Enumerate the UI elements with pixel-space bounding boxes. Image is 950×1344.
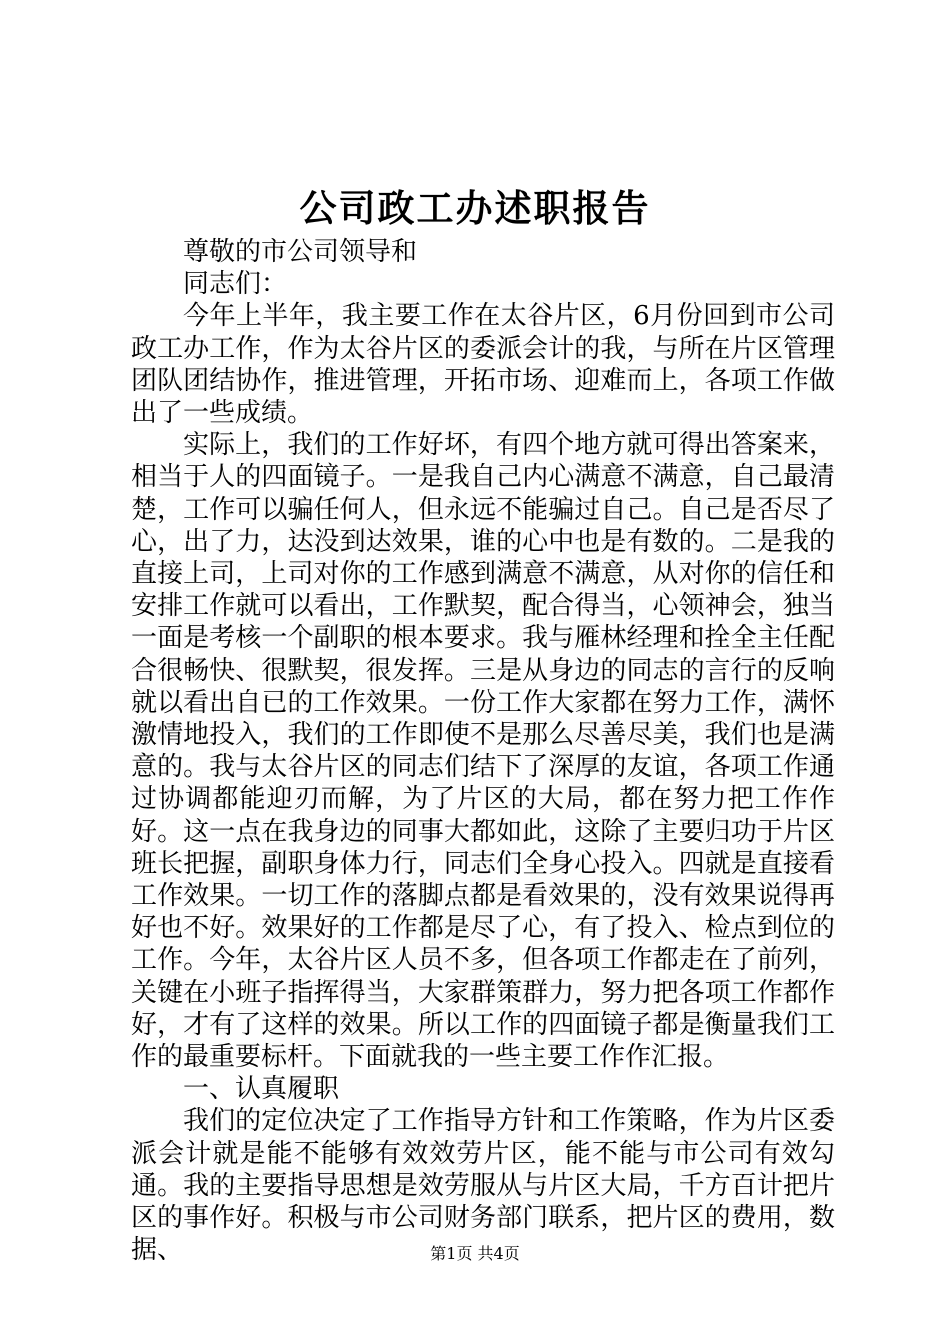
four-mirrors-paragraph: 实际上，我们的工作好坏，有四个地方就可得出答案来，相当于人的四面镜子。一是我自己内心满意不满意，自己最清楚，工作可以骗任何人，但永远不能骗过自己。自己是否尽了心，出了力，达没到达效果，谁的心中也是有数的。二是我的直接上司，上司对你的工作感到满意不满意，从对你的信任和安排工作就可以看出，工作默契，配合得当，心领神会，独当一面是考核一个副职的根本要求。我与雁林经理和拴全主任配合很畅快、很默契，很发挥。三是从身边的同志的言行的反响就以看出自已的工作效果。一份工作大家都在努力工作，满怀激情地投入，我们的工作即使不是那么尽善尽美，我们也是满意的。我与太谷片区的同志们结下了深厚的友谊，各项工作通过协调都能迎刃而解，为了片区的大局，都在努力把工作作好。这一点在我身边的同事大都如此，这除了主要归功于片区班长把握，副职身体力行，同志们全身心投入。四就是直接看工作效果。一切工作的落脚点都是看效果的，没有效果说得再好也不好。效果好的工作都是尽了心，有了投入、检点到位的工作。今年，太谷片区人员不多，但各项工作都走在了前列，关键在小班子指挥得当，大家群策群力，努力把各项工作都作好，才有了这样的效果。所以工作的四面镜子都是衡量我们工作的最重要标杆。下面就我的一些主要工作作汇报。: [131, 430, 835, 1073]
page-footer: 第1页 共4页: [430, 1244, 520, 1263]
section-1-paragraph: 我们的定位决定了工作指导方针和工作策略，作为片区委派会计就是能不能够有效效劳片区，能不能与市公司有效勾通。我的主要指导思想是效劳服从与片区大局，千方百计把片区的事作好。积极与市公司财务部门联系，把片区的费用，数据、: [131, 1106, 835, 1266]
salutation-line-1: 尊敬的市公司领导和: [183, 237, 418, 267]
intro-paragraph: 今年上半年，我主要工作在太谷片区，6月份回到市公司政工办工作，作为太谷片区的委派会计的我，与所在片区管理团队团结协作，推进管理，开拓市场、迎难而上，各项工作做出了一些成绩。: [131, 301, 835, 429]
salutation-line-2: 同志们：: [183, 269, 288, 300]
document-title: 公司政工办述职报告: [299, 186, 651, 230]
document-body: [131, 236, 835, 1267]
section-heading-1: 一、认真履职: [183, 1074, 340, 1105]
